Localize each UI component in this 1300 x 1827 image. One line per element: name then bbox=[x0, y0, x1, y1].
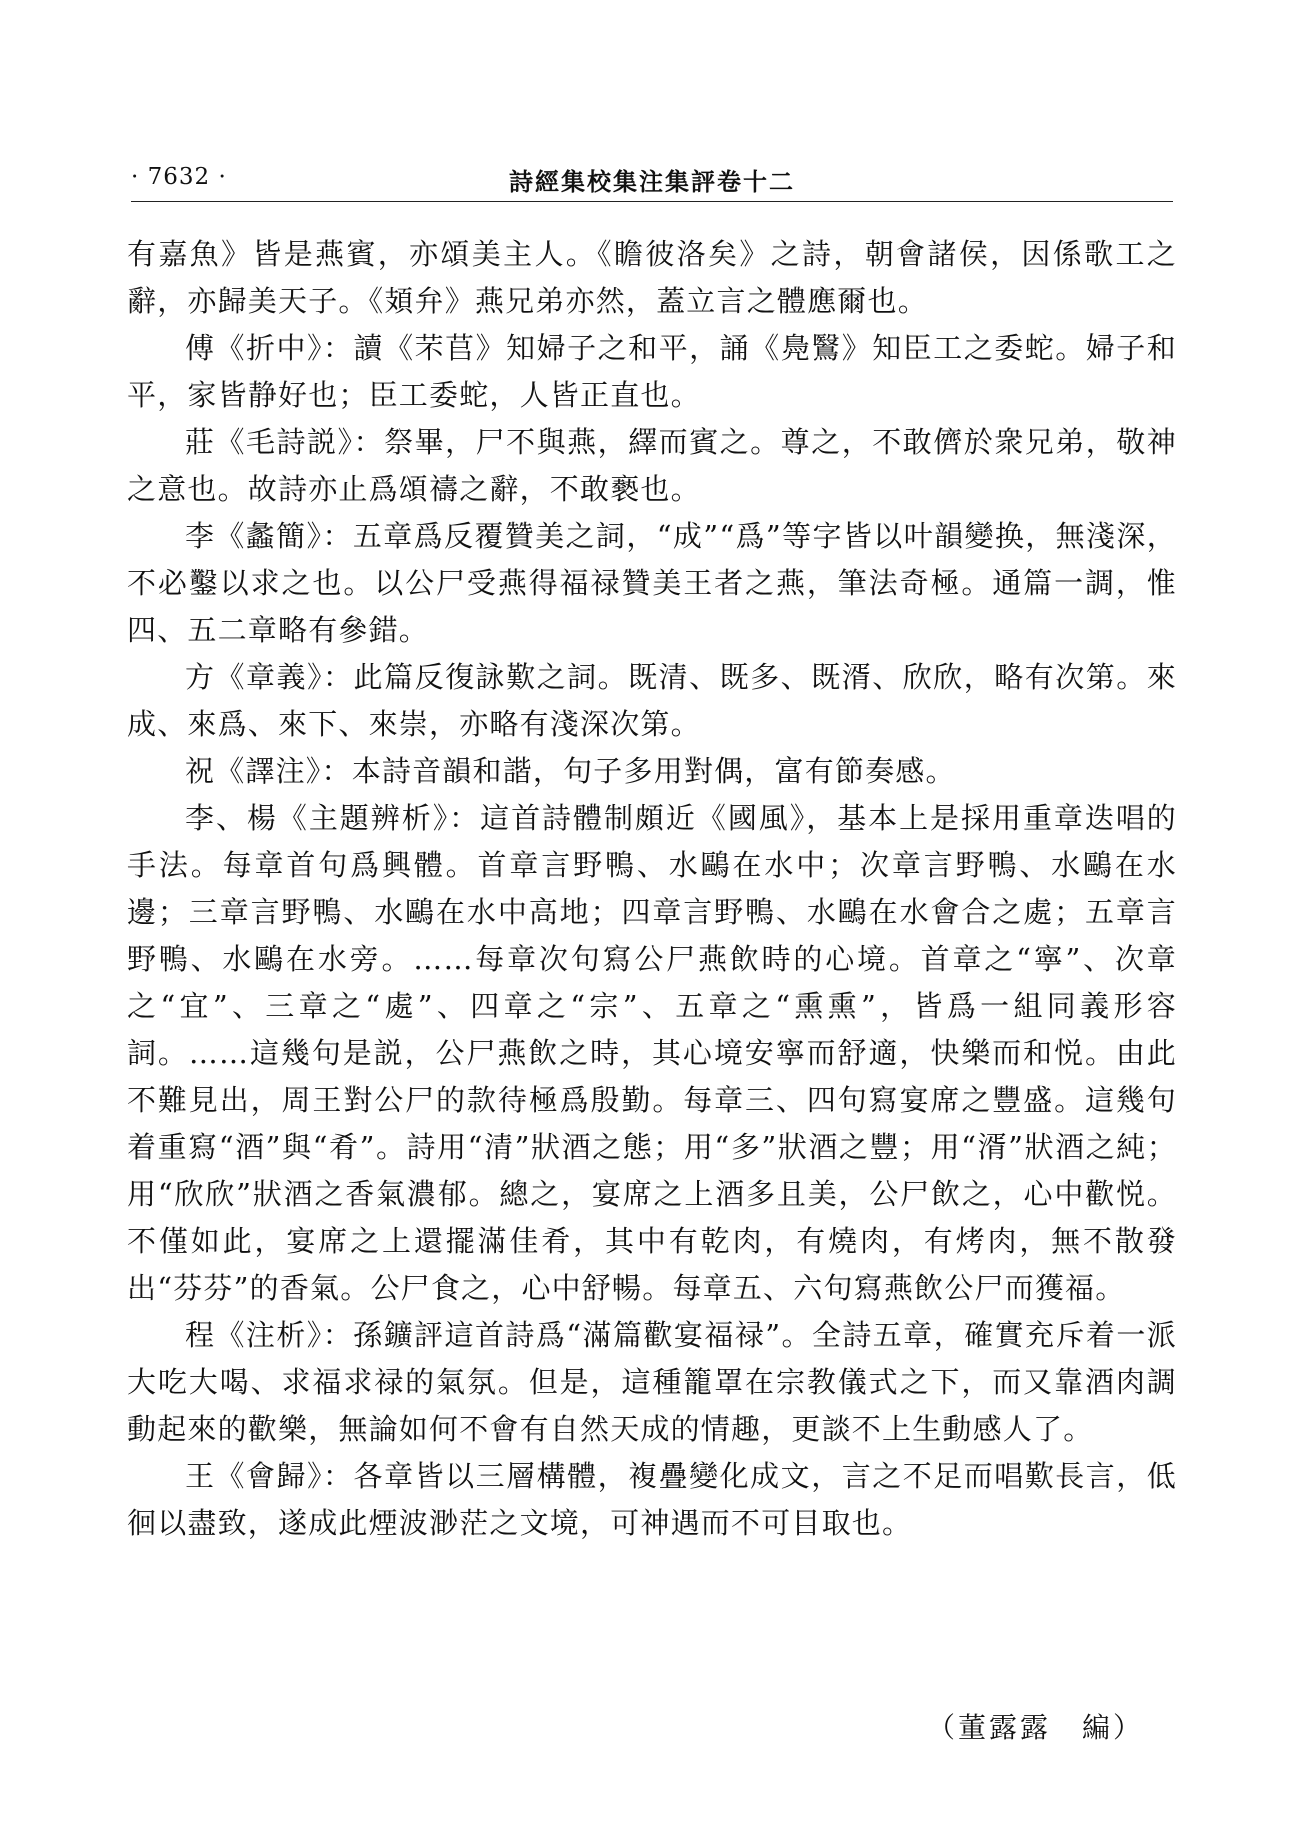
main-text bbox=[127, 231, 1177, 1547]
paragraph-li-lijian: 李《蠡簡》：五章爲反覆贊美之詞，“成”“爲”等字皆以叶韻變换，無淺深，不必鑿以求之也。以公尸受燕得福禄贊美王者之燕，筆法奇極。通篇一調，惟四、五二章略有參錯。 bbox=[127, 519, 1177, 647]
paragraph-fu-zhezhong: 傅《折中》：讀《芣苢》知婦子之和平，誦《鳧鷖》知臣工之委蛇。婦子和平，家皆静好也；臣工委蛇，人皆正直也。 bbox=[127, 331, 1177, 412]
header-divider bbox=[131, 201, 1173, 202]
paragraph-fang-zhangyi: 方《章義》：此篇反復詠歎之詞。既清、既多、既湑、欣欣，略有次第。來成、來爲、來下、來崇，亦略有淺深次第。 bbox=[127, 660, 1177, 741]
paragraph-continuation: 有嘉魚》皆是燕賓，亦頌美主人。《瞻彼洛矣》之詩，朝會諸侯，因係歌工之辭，亦歸美天子。《頍弁》燕兄弟亦然，蓋立言之體應爾也。 bbox=[127, 237, 1177, 318]
paragraph-li-yang-zhutibianxi: 李、楊《主題辨析》：這首詩體制頗近《國風》，基本上是採用重章迭唱的手法。每章首句爲興體。首章言野鴨、水鷗在水中；次章言野鴨、水鷗在水邊；三章言野鴨、水鷗在水中高地；四章言野鴨、水鷗在水會合之處；五章言野鴨、水鷗在水旁。……每章次句寫公尸燕飲時的心境。首章之“寧”、次章之“宜”、三章之“處”、四章之“宗”、五章之“熏熏”，皆爲一組同義形容詞。……這幾句是説，公尸燕飲之時，其心境安寧而舒適，快樂而和悦。由此不難見出，周王對公尸的款待極爲殷勤。每章三、四句寫宴席之豐盛。這幾句着重寫“酒”與“肴”。詩用“清”狀酒之態；用“多”狀酒之豐；用“湑”狀酒之純；用“欣欣”狀酒之香氣濃郁。總之，宴席之上酒多且美，公尸飲之，心中歡悦。不僅如此，宴席之上還擺滿佳肴，其中有乾肉，有燒肉，有烤肉，無不散發出“芬芬”的香氣。公尸食之，心中舒暢。每章五、六句寫燕飲公尸而獲福。 bbox=[127, 801, 1177, 1305]
editor-name: （董露露 編） bbox=[927, 1711, 1145, 1744]
paragraph-zhu-yizhu: 祝《譯注》：本詩音韻和諧，句子多用對偶，富有節奏感。 bbox=[185, 754, 956, 788]
page-header bbox=[131, 160, 1173, 200]
page-number: · 7632 · bbox=[131, 164, 227, 190]
running-title: 詩經集校集注集評卷十二 bbox=[509, 167, 795, 196]
paragraph-cheng-zhuxi: 程《注析》：孫鑛評這首詩爲“滿篇歡宴福禄”。全詩五章，確實充斥着一派大吃大喝、求福求禄的氣氛。但是，這種籠罩在宗教儀式之下，而又靠酒肉調動起來的歡樂，無論如何不會有自然天成的情趣，更談不上生動感人了。 bbox=[127, 1318, 1177, 1446]
paragraph-wang-huigui: 王《會歸》：各章皆以三層構體，複疊變化成文，言之不足而唱歎長言，低徊以盡致，遂成此煙波渺茫之文境，可神遇而不可目取也。 bbox=[127, 1459, 1177, 1540]
paragraph-zhuang-maoshishuo: 莊《毛詩説》：祭畢，尸不與燕，繹而賓之。尊之，不敢儕於衆兄弟，敬神之意也。故詩亦止爲頌禱之辭，不敢褻也。 bbox=[127, 425, 1177, 506]
